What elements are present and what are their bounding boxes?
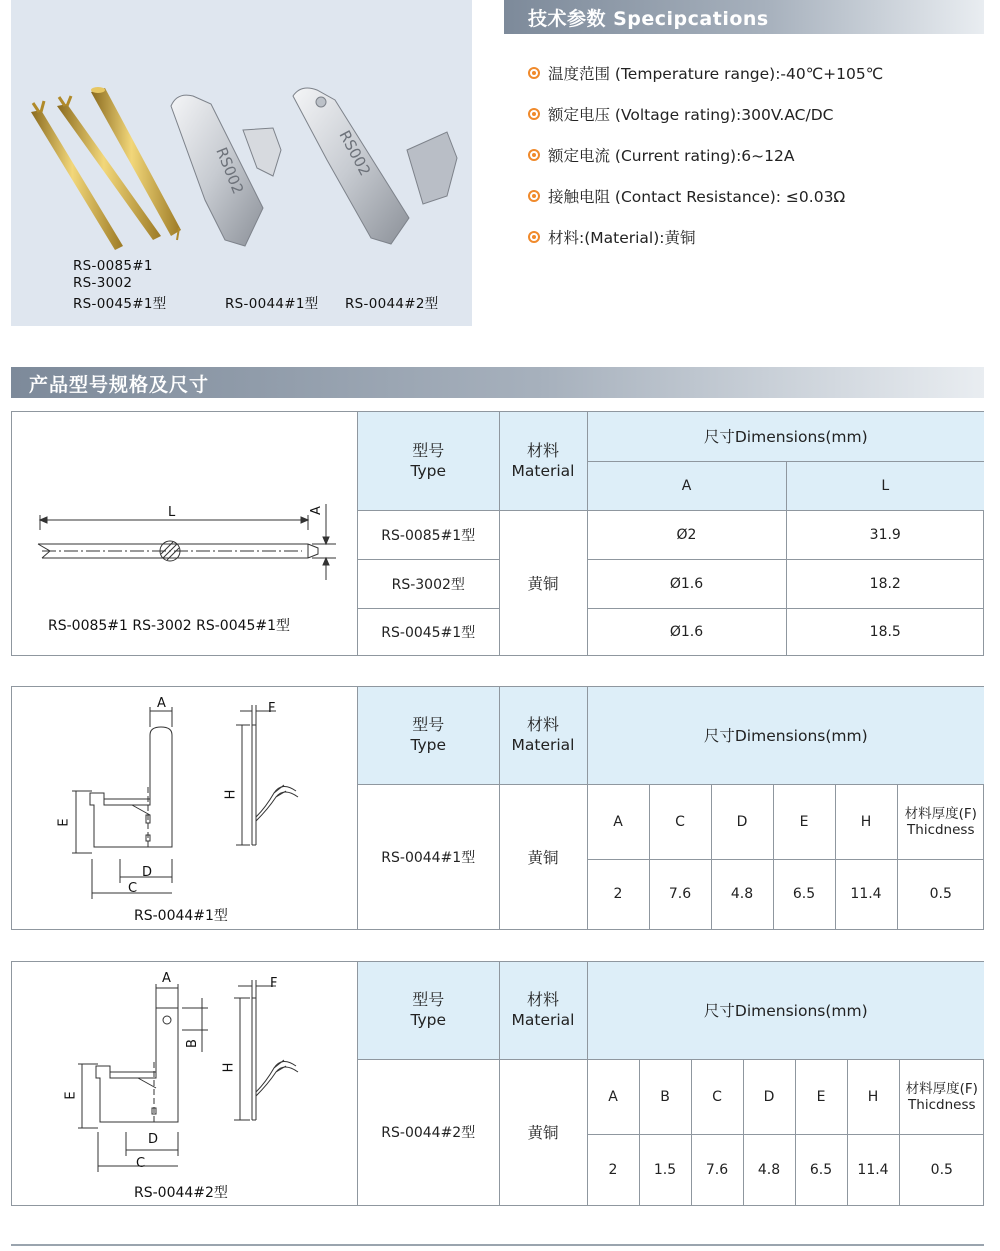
type-header: 型号 Type — [358, 412, 499, 510]
material-cell: 黄铜 — [499, 784, 587, 929]
type-cell: RS-3002型 — [358, 559, 499, 608]
value-cell-A: 2 — [587, 859, 649, 929]
drawing-caption: RS-0044#2型 — [134, 1185, 228, 1201]
value-cell-B: 1.5 — [639, 1134, 691, 1205]
dim-label-B: B — [184, 1039, 200, 1048]
spec-table-0044-2 — [358, 962, 984, 1206]
material-cell: 黄铜 — [499, 510, 587, 655]
col-header-B: B — [639, 1059, 691, 1134]
material-header: 材料 Material — [499, 687, 587, 784]
col-header-E: E — [773, 784, 835, 859]
bullet-icon — [528, 231, 540, 243]
spec-item — [528, 134, 883, 175]
caption-part-2: RS-0044#2型 — [345, 296, 439, 312]
value-cell-L: 18.5 — [786, 608, 984, 655]
dim-label-C: C — [128, 881, 138, 896]
part2-diagram — [12, 962, 358, 1205]
part2-drawing — [12, 962, 358, 1205]
dim-label-A: A — [157, 696, 166, 711]
bullet-icon — [528, 67, 540, 79]
spec-text: 温度范围 (Temperature range):-40℃+105℃ — [548, 64, 884, 83]
spec-table-pins — [358, 412, 984, 656]
dim-label-E: E — [63, 1091, 79, 1100]
drawing-caption: RS-0085#1 RS-3002 RS-0045#1型 — [48, 618, 291, 634]
caption-part-1: RS-0044#1型 — [225, 296, 319, 312]
part1-stamp: RS002 — [212, 144, 248, 197]
col-header-H: H — [835, 784, 897, 859]
type-header: 型号 Type — [358, 962, 499, 1059]
product-block-0044-2 — [11, 961, 984, 1206]
dim-label-F: F — [268, 701, 276, 716]
value-cell-H: 11.4 — [835, 859, 897, 929]
dimensions-header: 尺寸Dimensions(mm) — [587, 962, 984, 1059]
spec-header — [504, 0, 984, 34]
dimensions-header: 尺寸Dimensions(mm) — [587, 412, 984, 461]
value-cell-A: Ø1.6 — [587, 559, 786, 608]
caption-pin-3: RS-0045#1型 — [73, 296, 167, 312]
spec-item — [528, 52, 883, 93]
spec-text: 材料:(Material):黄铜 — [548, 228, 696, 247]
bullet-icon — [528, 149, 540, 161]
col-header-C: C — [649, 784, 711, 859]
dimensions-header: 尺寸Dimensions(mm) — [587, 687, 984, 784]
pin-drawing — [12, 412, 358, 655]
col-header-H: H — [847, 1059, 899, 1134]
col-header-A: A — [587, 1059, 639, 1134]
product-block-pins — [11, 411, 984, 656]
type-cell: RS-0045#1型 — [358, 608, 499, 655]
value-cell-D: 4.8 — [743, 1134, 795, 1205]
drawing-caption: RS-0044#1型 — [134, 908, 228, 924]
section-header — [11, 367, 984, 398]
col-header-A: A — [587, 784, 649, 859]
type-cell: RS-0044#2型 — [358, 1059, 499, 1205]
bullet-icon — [528, 108, 540, 120]
value-cell-thickness: 0.5 — [899, 1134, 984, 1205]
value-cell-D: 4.8 — [711, 859, 773, 929]
dim-label-E: E — [56, 818, 72, 827]
part2-stamp: RS002 — [335, 127, 375, 179]
dim-label-A: A — [162, 971, 171, 986]
product-block-0044-1 — [11, 686, 984, 930]
dim-label-A: A — [308, 506, 324, 515]
value-cell-A: 2 — [587, 1134, 639, 1205]
value-cell-E: 6.5 — [795, 1134, 847, 1205]
value-cell-A: Ø1.6 — [587, 608, 786, 655]
material-cell: 黄铜 — [499, 1059, 587, 1205]
dim-label-D: D — [142, 865, 153, 880]
spec-list — [528, 52, 883, 257]
value-cell-A: Ø2 — [587, 510, 786, 559]
spec-item — [528, 175, 883, 216]
dim-label-D: D — [148, 1132, 159, 1147]
spec-item — [528, 93, 883, 134]
spec-table-0044-1 — [358, 687, 984, 930]
value-cell-C: 7.6 — [691, 1134, 743, 1205]
spec-item — [528, 216, 883, 257]
value-cell-H: 11.4 — [847, 1134, 899, 1205]
dim-label-F: F — [270, 976, 278, 991]
col-header-E: E — [795, 1059, 847, 1134]
spec-title: 技术参数 Specipcations — [528, 8, 769, 30]
col-header-C: C — [691, 1059, 743, 1134]
caption-pin-2: RS-3002 — [73, 275, 133, 291]
col-header-A: A — [587, 461, 786, 510]
footer-divider — [11, 1244, 984, 1246]
col-header-L: L — [786, 461, 984, 510]
value-cell-thickness: 0.5 — [897, 859, 984, 929]
col-header-D: D — [743, 1059, 795, 1134]
dim-label-H: H — [221, 1062, 237, 1073]
material-header: 材料 Material — [499, 962, 587, 1059]
value-cell-E: 6.5 — [773, 859, 835, 929]
type-cell: RS-0044#1型 — [358, 784, 499, 929]
caption-pin-1: RS-0085#1 — [73, 258, 153, 274]
col-header-thickness: 材料厚度(F) Thicdness — [899, 1059, 984, 1134]
value-cell-C: 7.6 — [649, 859, 711, 929]
spec-text: 额定电压 (Voltage rating):300V.AC/DC — [548, 105, 834, 124]
bullet-icon — [528, 190, 540, 202]
dim-label-H: H — [223, 789, 239, 800]
part1-diagram — [12, 687, 358, 929]
col-header-thickness: 材料厚度(F) Thicdness — [897, 784, 984, 859]
part1-drawing — [12, 687, 358, 929]
section-title: 产品型号规格及尺寸 — [29, 374, 210, 396]
spec-text: 接触电阻 (Contact Resistance): ≤0.03Ω — [548, 187, 846, 206]
type-header: 型号 Type — [358, 687, 499, 784]
product-photo — [11, 0, 472, 326]
spec-text: 额定电流 (Current rating):6~12A — [548, 146, 795, 165]
type-cell: RS-0085#1型 — [358, 510, 499, 559]
dim-label-C: C — [136, 1156, 146, 1171]
col-header-D: D — [711, 784, 773, 859]
material-header: 材料 Material — [499, 412, 587, 510]
value-cell-L: 31.9 — [786, 510, 984, 559]
dim-label-L: L — [168, 505, 176, 520]
value-cell-L: 18.2 — [786, 559, 984, 608]
